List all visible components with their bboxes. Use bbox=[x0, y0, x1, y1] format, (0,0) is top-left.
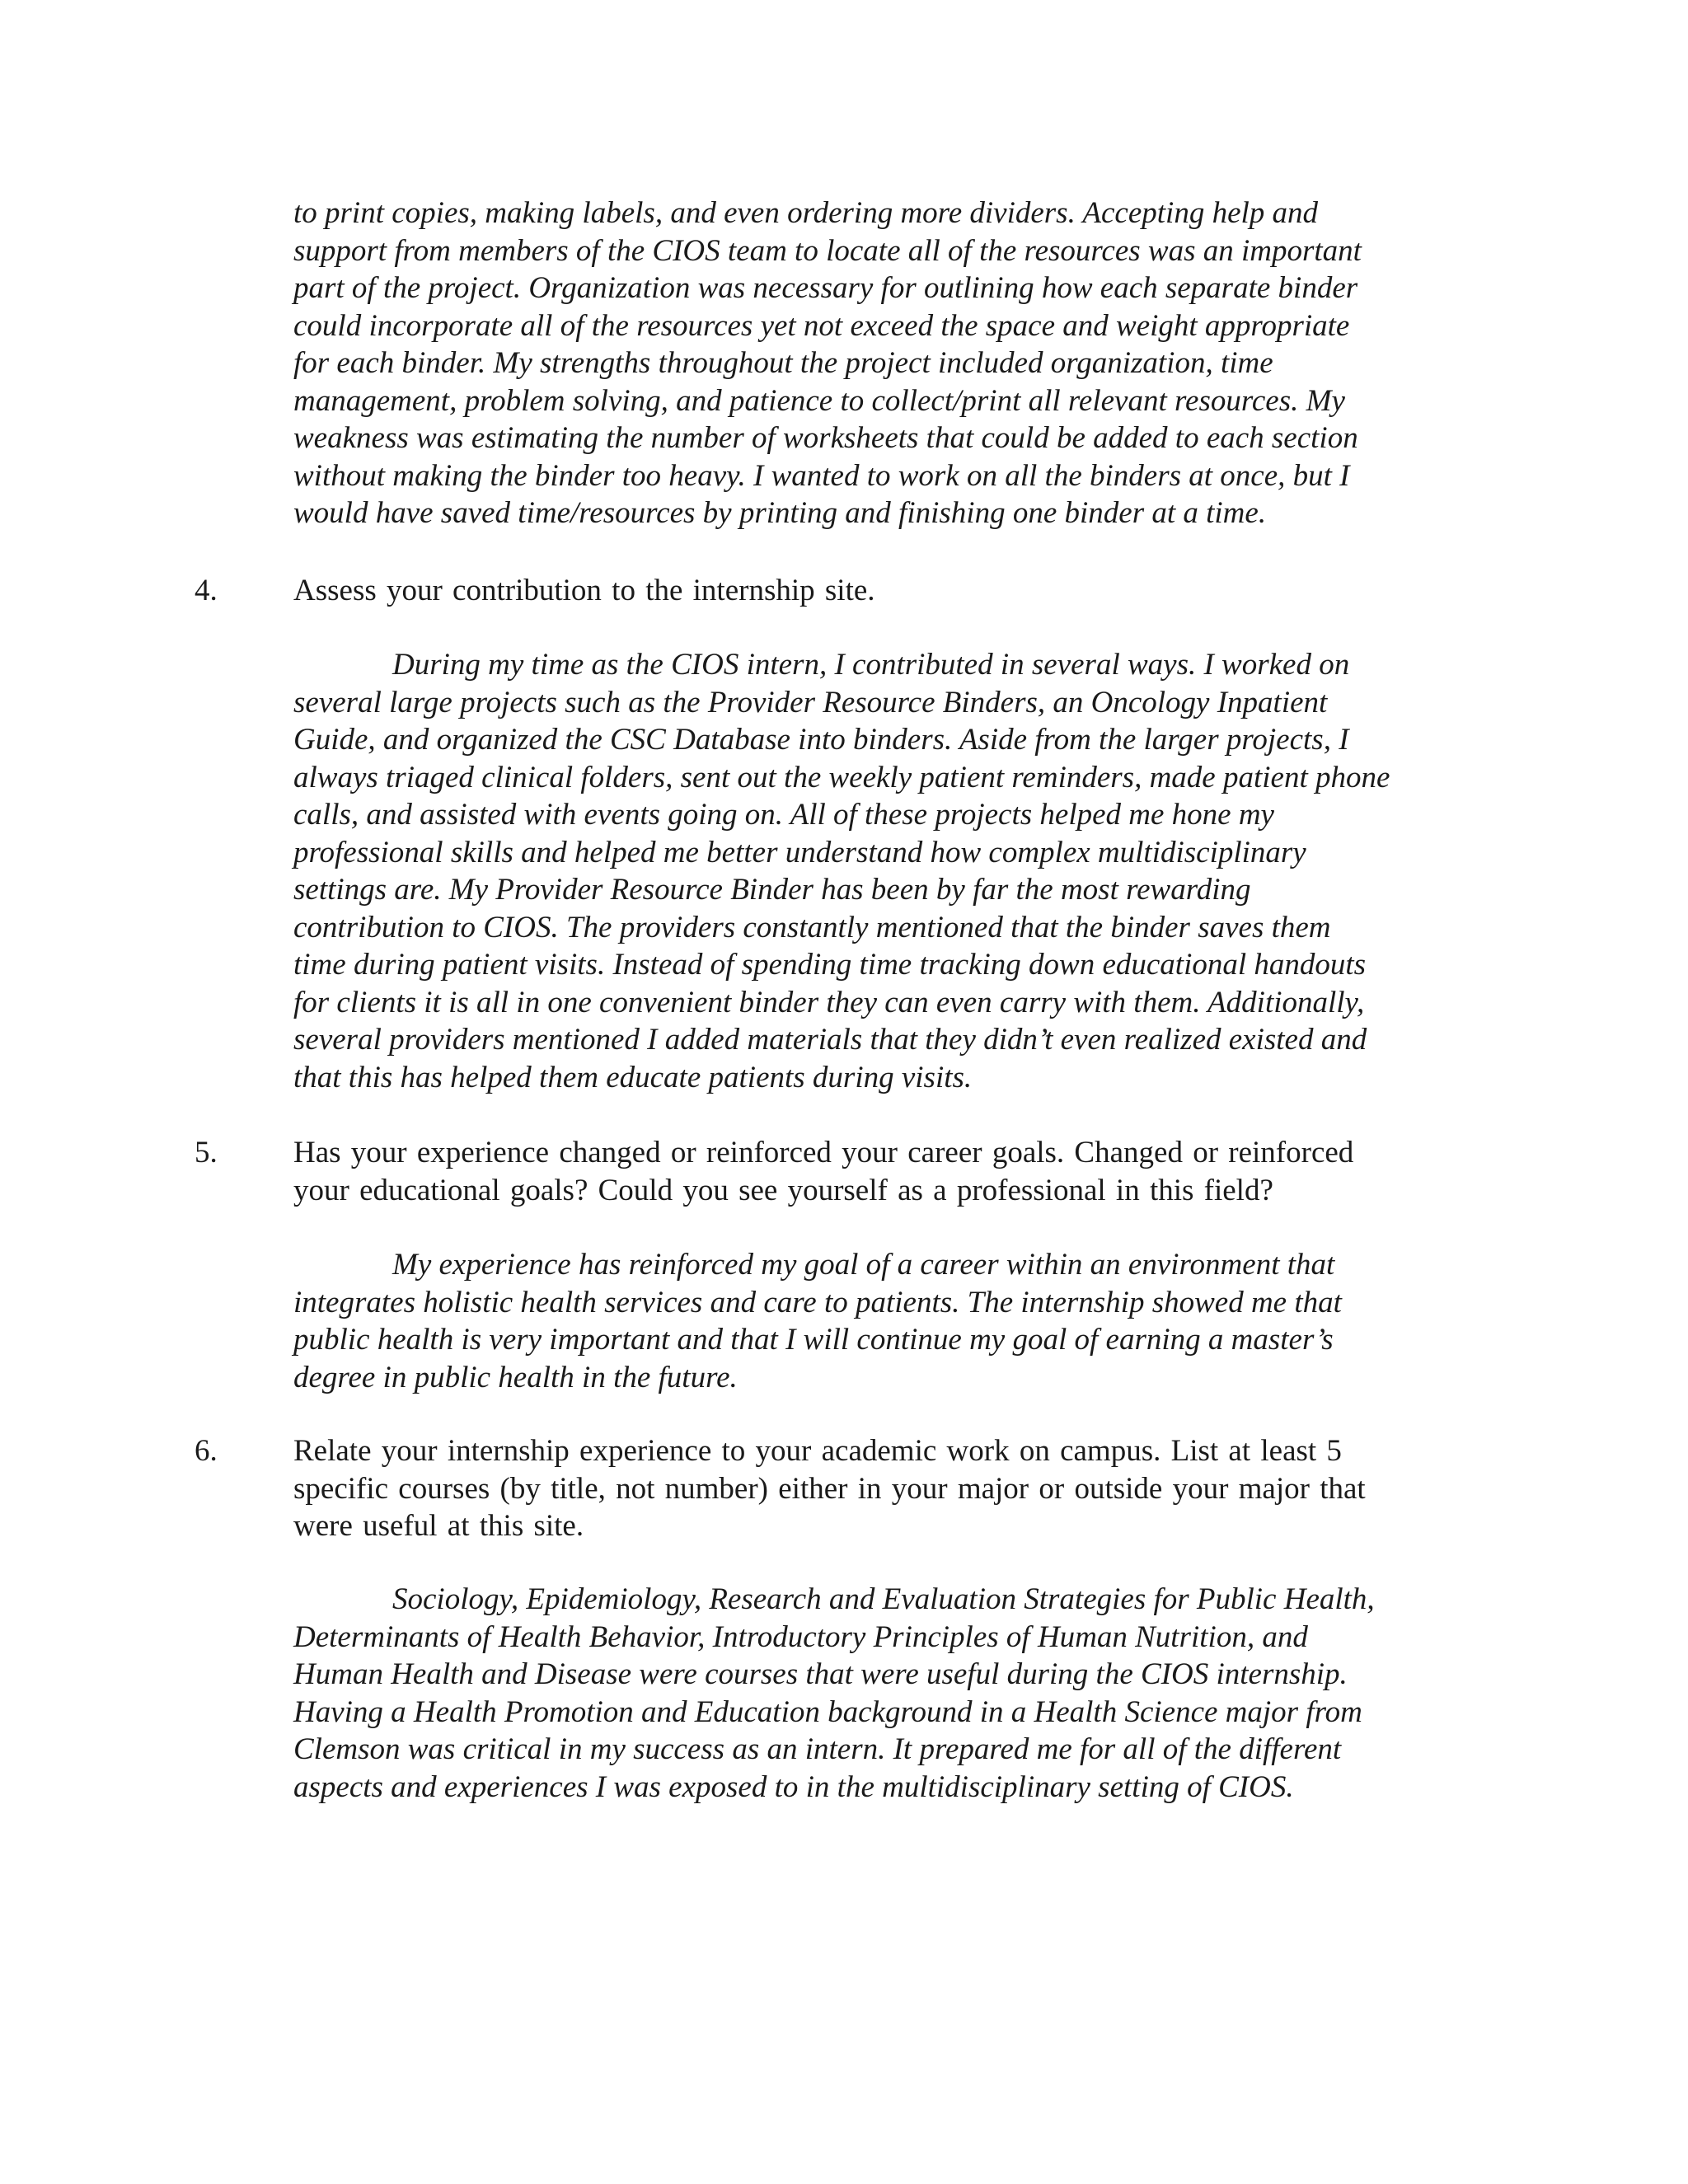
previous-answer-continuation: to print copies, making labels, and even ordering more dividers. Accepting help and support from members of the CIOS team to locate all of the resources was an important part of the project. Organization was necessary for outlining how each separate binder could incorporate all of the resources yet not exceed the space and weight appropriate for each binder. My strengths throughout the project included organization, time management, problem solving, and patience to collect/print all relevant resources. My weakness was estimating the number of worksheets that could be added to each section without making the binder too heavy. I wanted to work on all the binders at once, but I would have saved time/resources by printing and finishing one binder at a time. bbox=[293, 196, 1362, 530]
question-5-answer: My experience has reinforced my goal of a career within an environment that integrates holistic health services and care to patients. The internship showed me that public health is very important and that I will continue my goal of earning a master’s degree in public health in the future. bbox=[293, 1248, 1342, 1394]
question-4-number: 4. bbox=[195, 574, 218, 607]
question-6-answer: Sociology, Epidemiology, Research and Evaluation Strategies for Public Health, Determinants of Health Behavior, Introductory Principles of Human Nutrition, and Human Health and Disease were courses that were useful during the CIOS internship. Having a Health Promotion and Education background in a Health Science major from Clemson was critical in my success as an intern. It prepared me for all of the different aspects and experiences I was exposed to in the multidisciplinary setting of CIOS. bbox=[293, 1582, 1375, 1804]
question-4-answer: During my time as the CIOS intern, I contributed in several ways. I worked on several large projects such as the Provider Resource Binders, an Oncology Inpatient Guide, and organized the CSC Database into binders. Aside from the larger projects, I always triaged clinical folders, sent out the weekly patient reminders, made patient phone calls, and assisted with events going on. All of these projects helped me hone my professional skills and helped me better understand how complex multidisciplinary settings are. My Provider Resource Binder has been by far the most rewarding contribution to CIOS. The providers constantly mentioned that the binder saves them time during patient visits. Instead of spending time tracking down educational handouts for clients it is all in one convenient binder they can even carry with them. Additionally, several providers mentioned I added materials that they didn’t even realized existed and that this has helped them educate patients during visits. bbox=[293, 648, 1390, 1094]
question-5-number: 5. bbox=[195, 1136, 218, 1169]
question-5-text: Has your experience changed or reinforced your career goals. Changed or reinforced your educational goals? Could you see yourself as a professional in this field? bbox=[293, 1136, 1354, 1207]
question-4-text: Assess your contribution to the internship site. bbox=[293, 574, 875, 607]
question-6-number: 6. bbox=[195, 1434, 218, 1468]
question-6-text: Relate your internship experience to your academic work on campus. List at least 5 specific courses (by title, not number) either in your major or outside your major that were useful at this site. bbox=[293, 1434, 1366, 1543]
